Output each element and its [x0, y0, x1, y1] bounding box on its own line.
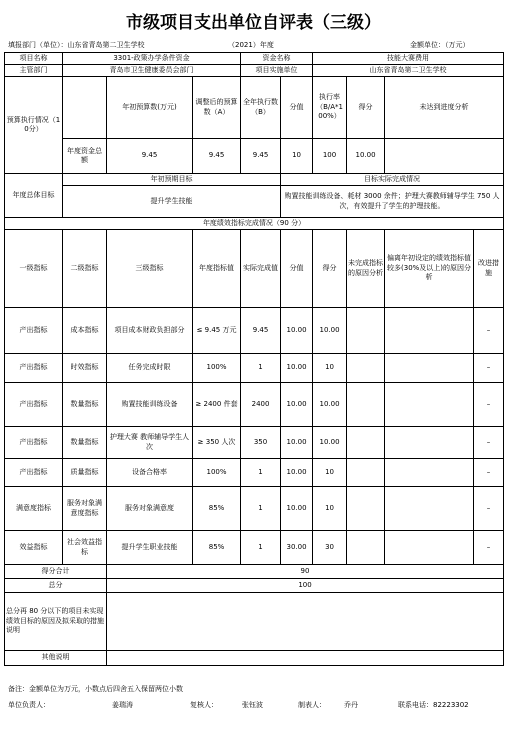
budget-adjusted-header: 调整后的预算数（A）: [193, 77, 241, 139]
report-year: （2021）年度: [228, 41, 274, 49]
budget-executed-header: 全年执行数（B）: [241, 77, 281, 139]
indicator-reason: [347, 354, 385, 383]
budget-row-label: 年度资金总额: [63, 139, 107, 174]
table-row: [5, 427, 504, 459]
perf-score-header: 得分: [313, 230, 347, 308]
contact-phone: 联系电话：82223302: [398, 701, 469, 709]
perf-measure-header: 改进措施: [474, 230, 504, 308]
indicator-measure: –: [474, 427, 504, 459]
goals-planned-value: 提升学生技能: [63, 186, 281, 218]
indicator-reason: [347, 531, 385, 565]
budget-analysis-value: [385, 139, 504, 174]
indicator-score-value: 10.00: [281, 487, 313, 531]
indicator-level1: 产出指标: [5, 354, 63, 383]
indicator-level1: 产出指标: [5, 459, 63, 487]
total-row: [5, 579, 504, 593]
reviewer-name: 张钰波: [242, 701, 263, 709]
budget-score-value: 10: [281, 139, 313, 174]
indicator-actual: 1: [241, 459, 281, 487]
indicator-level3: 任务完成时限: [107, 354, 193, 383]
budget-rate-header: 执行率（B/A*100%）: [313, 77, 347, 139]
budget-header-row: [5, 77, 504, 139]
indicator-level2: 质量指标: [63, 459, 107, 487]
indicator-target: 85%: [193, 531, 241, 565]
budget-initial-header: 年初预算数(万元): [107, 77, 193, 139]
project-name-value: 3301-政策办学条件资金: [63, 53, 241, 65]
indicator-target: ≥ 350 人次: [193, 427, 241, 459]
reporting-dept: 填报部门（单位）：山东省青岛第二卫生学校: [8, 41, 145, 49]
indicator-score: 10.00: [313, 383, 347, 427]
indicator-actual: 1: [241, 354, 281, 383]
indicator-measure: –: [474, 308, 504, 354]
leader-label: 单位负责人：: [8, 701, 50, 709]
indicator-level2: 成本指标: [63, 308, 107, 354]
total-value: 100: [107, 579, 504, 593]
project-name-label: 项目名称: [5, 53, 63, 65]
budget-executed-value: 9.45: [241, 139, 281, 174]
footer-note: 备注：金额单位为万元，小数点后四舍五入保留两位小数: [8, 685, 183, 693]
indicator-score-value: 10.00: [281, 354, 313, 383]
indicator-actual: 1: [241, 531, 281, 565]
below80-row: [5, 593, 504, 651]
perf-deviation-header: 偏离年初设定的绩效指标值较多(30%及以上)的原因分析: [385, 230, 474, 308]
perf-actual-header: 实际完成值: [241, 230, 281, 308]
goals-header-row: [5, 174, 504, 186]
maker-name: 乔丹: [344, 701, 358, 709]
indicator-deviation: [385, 427, 474, 459]
indicator-level3: 项目成本财政负担部分: [107, 308, 193, 354]
indicator-level3: 购置技能训练设备: [107, 383, 193, 427]
indicator-level1: 效益指标: [5, 531, 63, 565]
subtotal-value: 90: [107, 565, 504, 579]
indicator-actual: 9.45: [241, 308, 281, 354]
indicator-level3: 服务对象满意度: [107, 487, 193, 531]
fund-name-label: 资金名称: [241, 53, 313, 65]
goals-actual-value: 购置技能训练设备、耗材 3000 余件；护理大赛教师辅导学生 750 人次，有效提升了学生的护理技能。: [281, 186, 504, 218]
indicator-measure: –: [474, 383, 504, 427]
indicator-score-value: 30.00: [281, 531, 313, 565]
leader-name: 姜瑞涛: [112, 701, 133, 709]
indicator-score-value: 10.00: [281, 383, 313, 427]
perf-level1-header: 一级指标: [5, 230, 63, 308]
subtotal-row: [5, 565, 504, 579]
indicator-reason: [347, 383, 385, 427]
project-name-row: [5, 53, 504, 65]
perf-level2-header: 二级指标: [63, 230, 107, 308]
indicator-score-value: 10.00: [281, 308, 313, 354]
perf-level3-header: 三级指标: [107, 230, 193, 308]
budget-rate-value: 100: [313, 139, 347, 174]
goals-section-label: 年度总体目标: [5, 174, 63, 218]
budget-initial-value: 9.45: [107, 139, 193, 174]
maker-label: 制表人：: [298, 701, 326, 709]
budget-value-row: [5, 139, 504, 174]
indicator-level3: 护理大赛 教师辅导学生人次: [107, 427, 193, 459]
dept-row: [5, 65, 504, 77]
reviewer-label: 复核人：: [190, 701, 218, 709]
below80-label: 总分再 80 分以下的项目未实现绩效目标的原因及拟采取的措施说明: [5, 593, 107, 651]
indicator-actual: 1: [241, 487, 281, 531]
indicator-score: 10: [313, 487, 347, 531]
indicator-level1: 产出指标: [5, 308, 63, 354]
table-row: [5, 487, 504, 531]
indicator-measure: –: [474, 459, 504, 487]
indicator-target: ≤ 9.45 万元: [193, 308, 241, 354]
indicator-score: 10.00: [313, 427, 347, 459]
impl-unit-value: 山东省青岛第二卫生学校: [313, 65, 504, 77]
budget-blank-cell: [63, 77, 107, 139]
indicator-level1: 满意度指标: [5, 487, 63, 531]
budget-score-header: 得分: [347, 77, 385, 139]
table-row: [5, 459, 504, 487]
indicator-level2: 数量指标: [63, 427, 107, 459]
indicator-target: 100%: [193, 459, 241, 487]
perf-reason-header: 未完成指标的原因分析: [347, 230, 385, 308]
indicator-deviation: [385, 487, 474, 531]
indicator-measure: –: [474, 487, 504, 531]
budget-score-value-header: 分值: [281, 77, 313, 139]
budget-section-label: 预算执行情况（10分）: [5, 77, 63, 174]
evaluation-table: [4, 52, 504, 666]
goals-value-row: [5, 186, 504, 218]
indicator-measure: –: [474, 354, 504, 383]
indicator-score-value: 10.00: [281, 459, 313, 487]
dept-label: 主管部门: [5, 65, 63, 77]
indicator-level2: 社会效益指标: [63, 531, 107, 565]
indicator-actual: 2400: [241, 383, 281, 427]
other-notes-row: [5, 651, 504, 666]
perf-score-value-header: 分值: [281, 230, 313, 308]
perf-header-row: [5, 230, 504, 308]
indicator-level1: 产出指标: [5, 427, 63, 459]
goals-actual-header: 目标实际完成情况: [281, 174, 504, 186]
indicator-score: 10: [313, 459, 347, 487]
indicator-reason: [347, 427, 385, 459]
budget-analysis-header: 未达到进度分析: [385, 77, 504, 139]
perf-section-label: 年度绩效指标完成情况（90 分）: [5, 218, 504, 230]
table-row: [5, 308, 504, 354]
perf-target-header: 年度指标值: [193, 230, 241, 308]
indicator-score: 30: [313, 531, 347, 565]
indicator-deviation: [385, 459, 474, 487]
table-row: [5, 531, 504, 565]
perf-section-row: [5, 218, 504, 230]
indicator-target: 85%: [193, 487, 241, 531]
indicator-level2: 数量指标: [63, 383, 107, 427]
indicator-score: 10.00: [313, 308, 347, 354]
page-title: 市级项目支出单位自评表（三级）: [126, 13, 381, 33]
amount-unit: 金额单位：（万元）: [410, 41, 470, 49]
total-label: 总分: [5, 579, 107, 593]
indicator-reason: [347, 308, 385, 354]
indicator-score-value: 10.00: [281, 427, 313, 459]
table-row: [5, 354, 504, 383]
other-notes-label: 其他说明: [5, 651, 107, 666]
subtotal-label: 得分合计: [5, 565, 107, 579]
table-row: [5, 383, 504, 427]
indicator-deviation: [385, 531, 474, 565]
indicator-level1: 产出指标: [5, 383, 63, 427]
impl-unit-label: 项目实施单位: [241, 65, 313, 77]
indicator-reason: [347, 487, 385, 531]
indicator-reason: [347, 459, 385, 487]
budget-adjusted-value: 9.45: [193, 139, 241, 174]
goals-planned-header: 年初预期目标: [63, 174, 281, 186]
dept-value: 青岛市卫生健康委员会部门: [63, 65, 241, 77]
indicator-measure: –: [474, 531, 504, 565]
indicator-target: 100%: [193, 354, 241, 383]
indicator-actual: 350: [241, 427, 281, 459]
indicator-level2: 时效指标: [63, 354, 107, 383]
indicator-score: 10: [313, 354, 347, 383]
indicator-level2: 服务对象满意度指标: [63, 487, 107, 531]
indicator-level3: 设备合格率: [107, 459, 193, 487]
indicator-target: ≥ 2400 件套: [193, 383, 241, 427]
indicator-deviation: [385, 383, 474, 427]
other-notes-value: [107, 651, 504, 666]
fund-name-value: 技能大赛费用: [313, 53, 504, 65]
budget-score: 10.00: [347, 139, 385, 174]
indicator-deviation: [385, 354, 474, 383]
indicator-deviation: [385, 308, 474, 354]
below80-value: [107, 593, 504, 651]
indicator-level3: 提升学生职业技能: [107, 531, 193, 565]
